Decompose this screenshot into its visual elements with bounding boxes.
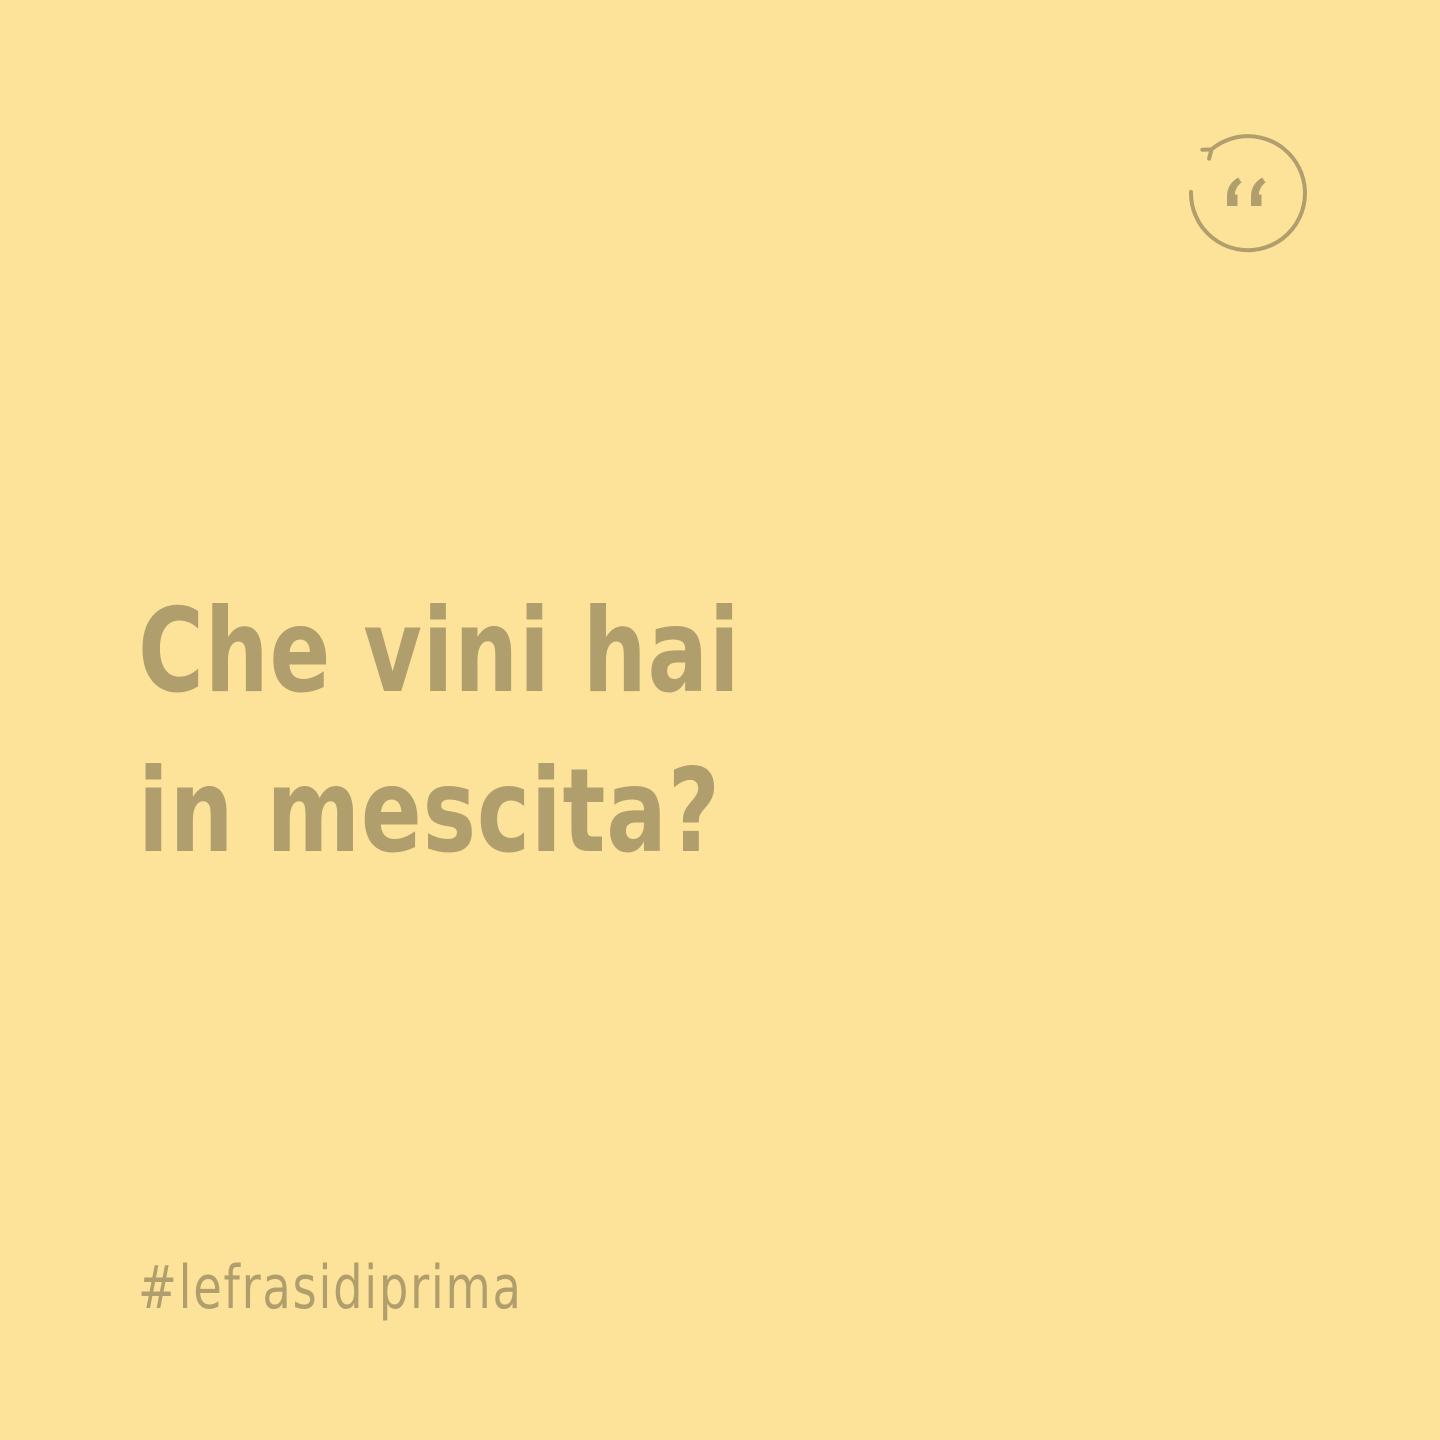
hashtag: #lefrasidiprima: [138, 1253, 523, 1323]
refresh-quote-icon: [1184, 130, 1308, 254]
headline-line-2: in mescita?: [138, 744, 721, 879]
headline-line-1: Che vini hai: [138, 584, 741, 719]
headline: [138, 572, 741, 892]
